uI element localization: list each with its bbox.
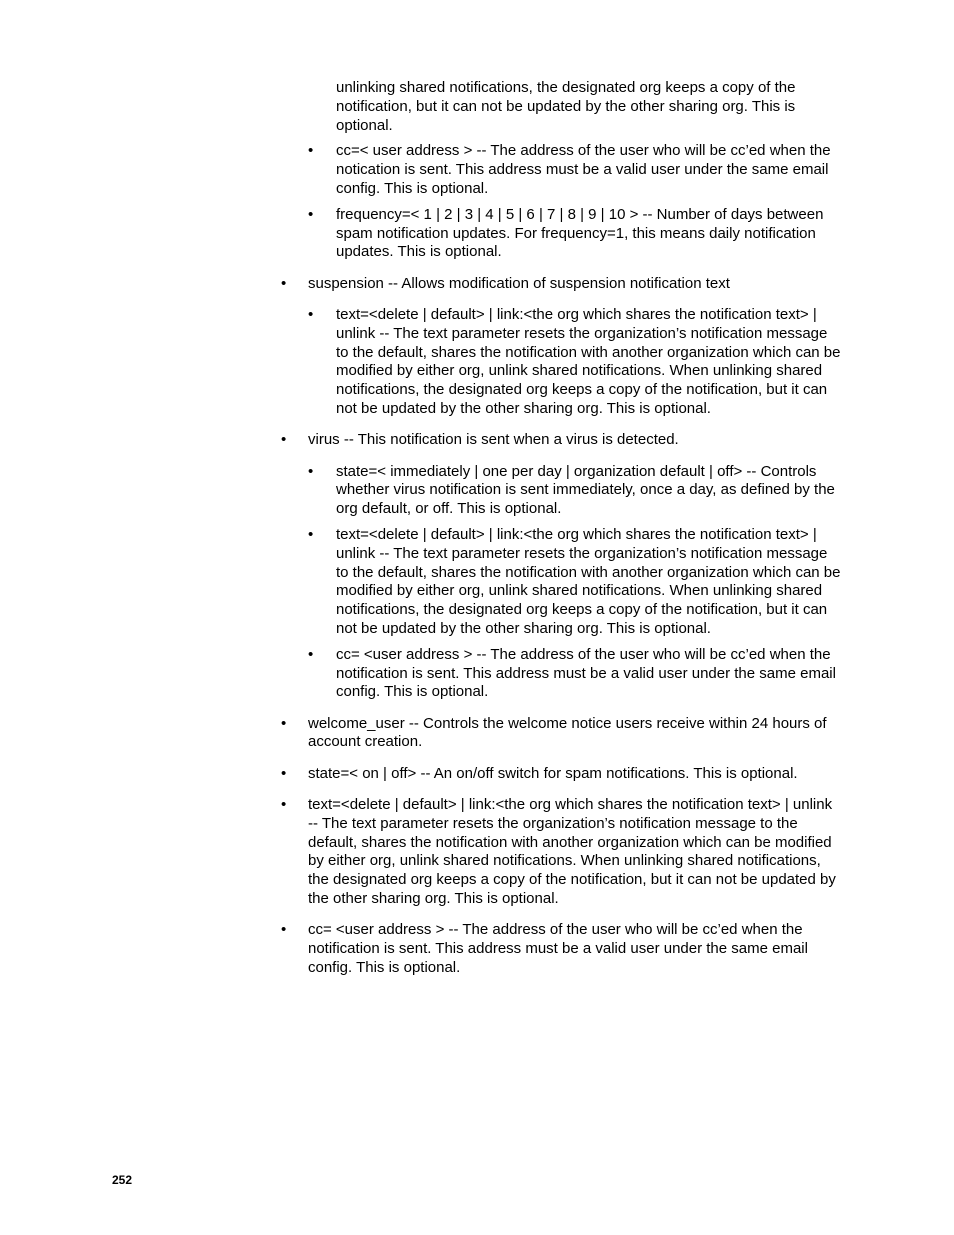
list-item-virus [281, 431, 841, 450]
continued-paragraph: unlinking shared notifications, the designated org keeps a copy of the notification, but it can not be updated by the other sharing org. This is optional. [336, 79, 796, 134]
bullet-marker: • [308, 142, 314, 160]
bullet-marker: • [281, 764, 287, 782]
list-item-text: frequency=< 1 | 2 | 3 | 4 | 5 | 6 | 7 | 8 | 9 | 10 > -- Number of days between spam notification updates. For frequency=1, this means daily notification updates. This is optional. [336, 205, 824, 261]
list-item-virus-text [281, 526, 841, 639]
list-item-suspension [281, 275, 841, 294]
list-item-text: text=<delete | default> | link:<the org which shares the notification text> | unlink -- The text parameter resets the organization’s notification message to the default, shares the notification with another organization which can be modified by either org, unlink shared notifications. When unlinking shared notifications, the designated org keeps a copy of the notification, but it can not be updated by the other sharing org. This is optional. [308, 796, 836, 907]
list-item-virus-state [281, 463, 841, 519]
bullet-marker: • [281, 921, 287, 939]
document-body [281, 79, 841, 990]
page-number: 252 [112, 1173, 133, 1187]
bullet-marker: • [308, 305, 314, 323]
bullet-marker: • [281, 796, 287, 813]
bullet-marker: • [281, 714, 287, 732]
list-item-virus-cc [281, 646, 841, 702]
list-item-text: state=< on | off> -- An on/off switch for spam notifications. This is optional. [308, 764, 798, 782]
list-item-text: virus -- This notification is sent when a virus is detected. [308, 431, 679, 449]
bullet-marker: • [308, 205, 314, 223]
list-item-frequency [281, 206, 841, 262]
bullet-marker: • [281, 431, 287, 449]
list-item-cc-param [281, 921, 841, 977]
list-item-state [281, 765, 841, 784]
list-item-suspension-text [281, 306, 841, 419]
list-item-text: text=<delete | default> | link:<the org which shares the notification text> | unlink -- The text parameter resets the organization’s notification message to the default, shares the notification with another organization which can be modified by either org, unlink shared notifications. When unlinking shared notifications, the designated org keeps a copy of the notification, but it can not be updated by the other sharing org. This is optional. [336, 305, 841, 417]
list-item-text: cc= <user address > -- The address of the user who will be cc’ed when the notification is sent. This address must be a valid user under the same email config. This is optional. [308, 921, 808, 976]
bullet-marker: • [281, 274, 287, 292]
list-item-text: cc= <user address > -- The address of the user who will be cc’ed when the notification is sent. This address must be a valid user under the same email config. This is optional. [336, 645, 836, 701]
list-item-text: welcome_user -- Controls the welcome notice users receive within 24 hours of account creation. [308, 714, 827, 751]
list-item-text: text=<delete | default> | link:<the org which shares the notification text> | unlink -- The text parameter resets the organization’s notification message to the default, shares the notification with another organization which can be modified by either org, unlink shared notifications. When unlinking shared notifications, the designated org keeps a copy of the notification, but it can not be updated by the other sharing org. This is optional. [336, 525, 841, 637]
list-item-text: cc=< user address > -- The address of the user who will be cc’ed when the notication is sent. This address must be a valid user under the same email config. This is optional. [336, 142, 831, 197]
list-item-cc [281, 142, 841, 198]
bullet-marker: • [308, 462, 314, 480]
list-item-text: suspension -- Allows modification of suspension notification text [308, 274, 730, 292]
list-item-text-param [281, 796, 841, 909]
list-item-welcome-user [281, 715, 841, 753]
bullet-marker: • [308, 645, 314, 663]
bullet-marker: • [308, 525, 314, 543]
list-item-text: state=< immediately | one per day | organization default | off> -- Controls whether virus notification is sent immediately, once a day, as defined by the org default, or off. This is optional. [336, 462, 835, 518]
